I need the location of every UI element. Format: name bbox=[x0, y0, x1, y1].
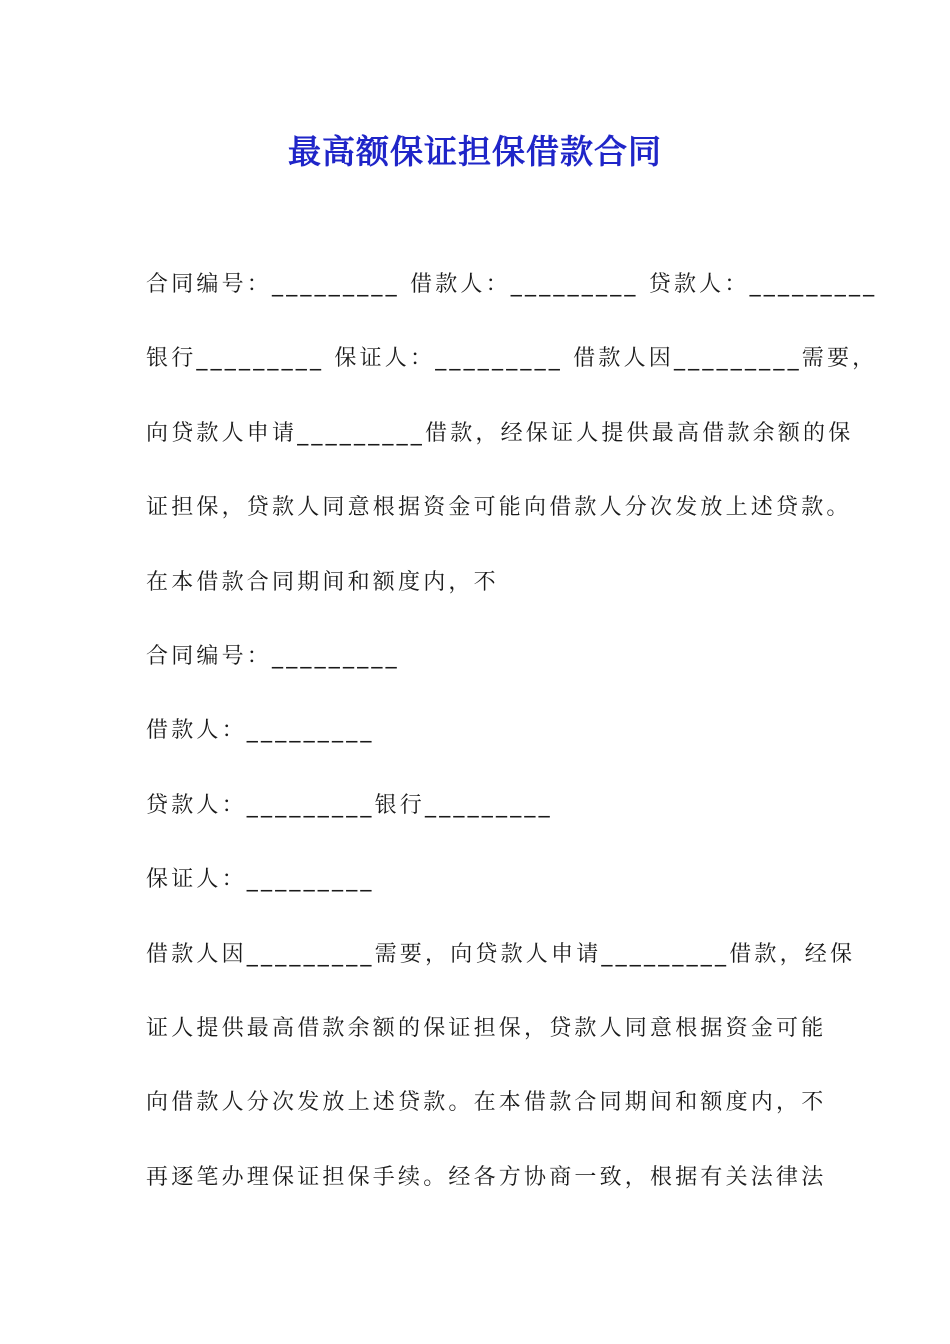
body-line-4: 证担保，贷款人同意根据资金可能向借款人分次发放上述贷款。 bbox=[146, 495, 852, 521]
document-body bbox=[146, 262, 878, 1229]
body-line-3: 向贷款人申请_________借款，经保证人提供最高借款余额的保 bbox=[146, 420, 854, 446]
body-line-12: 向借款人分次发放上述贷款。在本借款合同期间和额度内，不 bbox=[146, 1090, 827, 1116]
document-title: 最高额保证担保借款合同 bbox=[288, 132, 662, 171]
body-line-9: 保证人：_________ bbox=[146, 867, 375, 893]
body-line-8: 贷款人：_________银行_________ bbox=[146, 792, 553, 818]
body-line-10: 借款人因_________需要，向贷款人申请_________借款，经保 bbox=[146, 941, 856, 967]
body-line-2: 银行_________ 保证人：_________ 借款人因_________需要， bbox=[146, 346, 878, 372]
body-line-6: 合同编号：_________ bbox=[146, 643, 400, 669]
body-line-13: 再逐笔办理保证担保手续。经各方协商一致，根据有关法律法 bbox=[146, 1164, 827, 1190]
body-line-11: 证人提供最高借款余额的保证担保，贷款人同意根据资金可能 bbox=[146, 1015, 827, 1041]
body-line-5: 在本借款合同期间和额度内，不 bbox=[146, 569, 499, 595]
body-line-1: 合同编号：_________ 借款人：_________ 贷款人：_________ bbox=[146, 272, 878, 297]
body-line-7: 借款人：_________ bbox=[146, 718, 375, 744]
